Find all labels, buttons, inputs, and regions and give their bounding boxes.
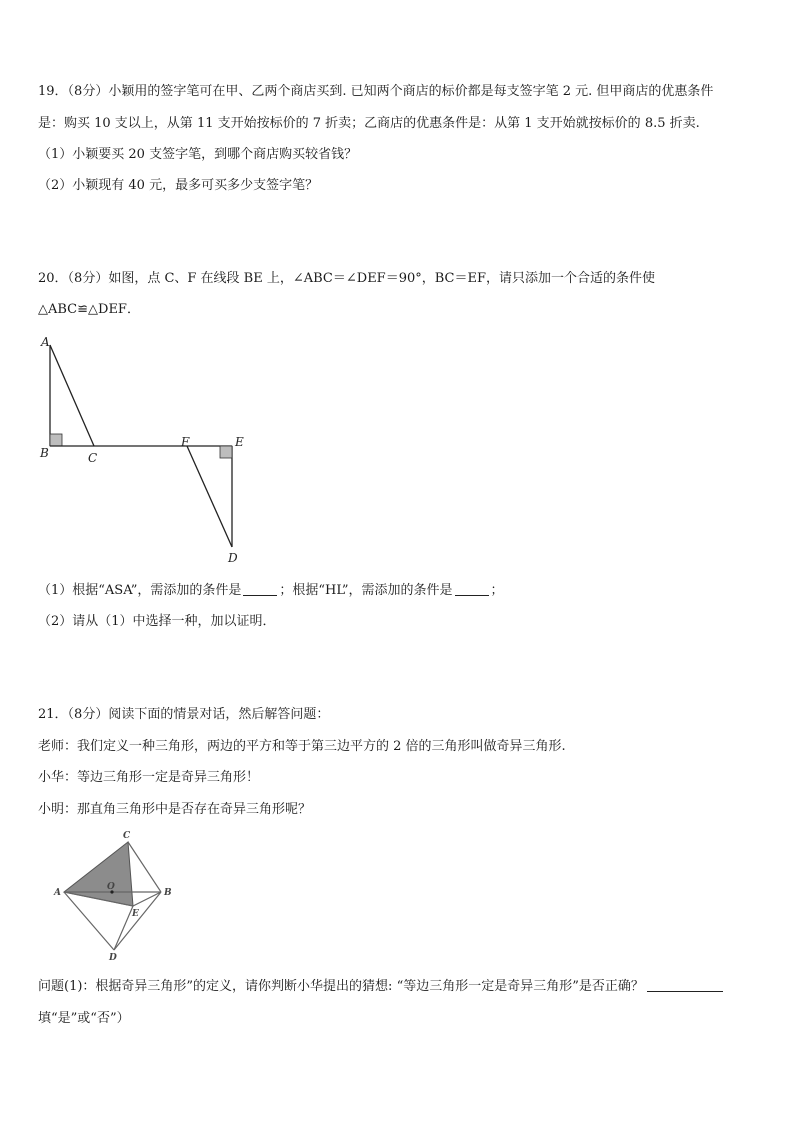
q19-line-1: 19．（8分）小颖用的签字笔可在甲、乙两个商店买到. 已知两个商店的标价都是每支签字笔 2 元. 但甲商店的优惠条件: [38, 84, 714, 99]
q21-question-1: [38, 979, 723, 995]
q21-xiaohua: 小华：等边三角形一定是奇异三角形！: [38, 770, 260, 785]
segment-eb: [133, 892, 161, 906]
label-a: A: [41, 335, 50, 349]
q19-part-1: （1）小颖要买 20 支签字笔，到哪个商店购买较省钱？: [38, 147, 358, 162]
q21-teacher: 老师：我们定义一种三角形，两边的平方和等于第三边平方的 2 倍的三角形叫做奇异三角形.: [38, 739, 566, 754]
q20-line-2: △ABC≌△DEF．: [38, 302, 140, 317]
label-c: C: [123, 831, 131, 841]
label-d: D: [228, 551, 238, 565]
label-b: B: [164, 888, 172, 898]
q20-part-1-asa: （1）根据“ASA”，需添加的条件是: [38, 583, 242, 598]
label-d: D: [109, 953, 117, 963]
label-b: B: [40, 446, 49, 460]
q20-part-1-hl: ；根据“HL”，需添加的条件是: [279, 583, 453, 598]
answer-blank-q21[interactable]: [647, 979, 723, 992]
segment-de: [114, 906, 133, 950]
label-f: F: [181, 435, 190, 449]
shaded-triangle: [64, 842, 133, 906]
label-o: O: [107, 882, 115, 892]
q19-part-2: （2）小颖现有 40 元，最多可买多少支签字笔？: [38, 178, 319, 193]
q20-part-2: （2）请从（1）中选择一种，加以证明．: [38, 614, 276, 629]
label-e: E: [235, 435, 244, 449]
q20-part-1-end: ；: [490, 583, 504, 598]
segment-cb: [128, 842, 161, 892]
label-c: C: [88, 451, 98, 465]
label-a: A: [54, 888, 61, 898]
q19-line-2: 是：购买 10 支以上，从第 11 支开始按标价的 7 折卖；乙商店的优惠条件是：从第 1 支开始就按标价的 8.5 折卖.: [38, 116, 700, 131]
q21-xiaoming: 小明：那直角三角形中是否存在奇异三角形呢？: [38, 802, 312, 817]
label-e: E: [132, 909, 139, 919]
q21-question-1-tail: 填“是”或“否”）: [38, 1011, 130, 1026]
q21-line-1: 21．（8分）阅读下面的情景对话，然后解答问题：: [38, 707, 330, 722]
q21-question-1-text: 问题(1)：根据奇异三角形”的定义，请你判断小华提出的猜想: “等边三角形一定是奇异三角形”是否正确？: [38, 979, 644, 994]
q20-line-1: 20．（8分）如图，点 C、F 在线段 BE 上，∠ABC＝∠DEF＝90°，BC＝EF，请只添加一个合适的条件使: [38, 271, 655, 286]
